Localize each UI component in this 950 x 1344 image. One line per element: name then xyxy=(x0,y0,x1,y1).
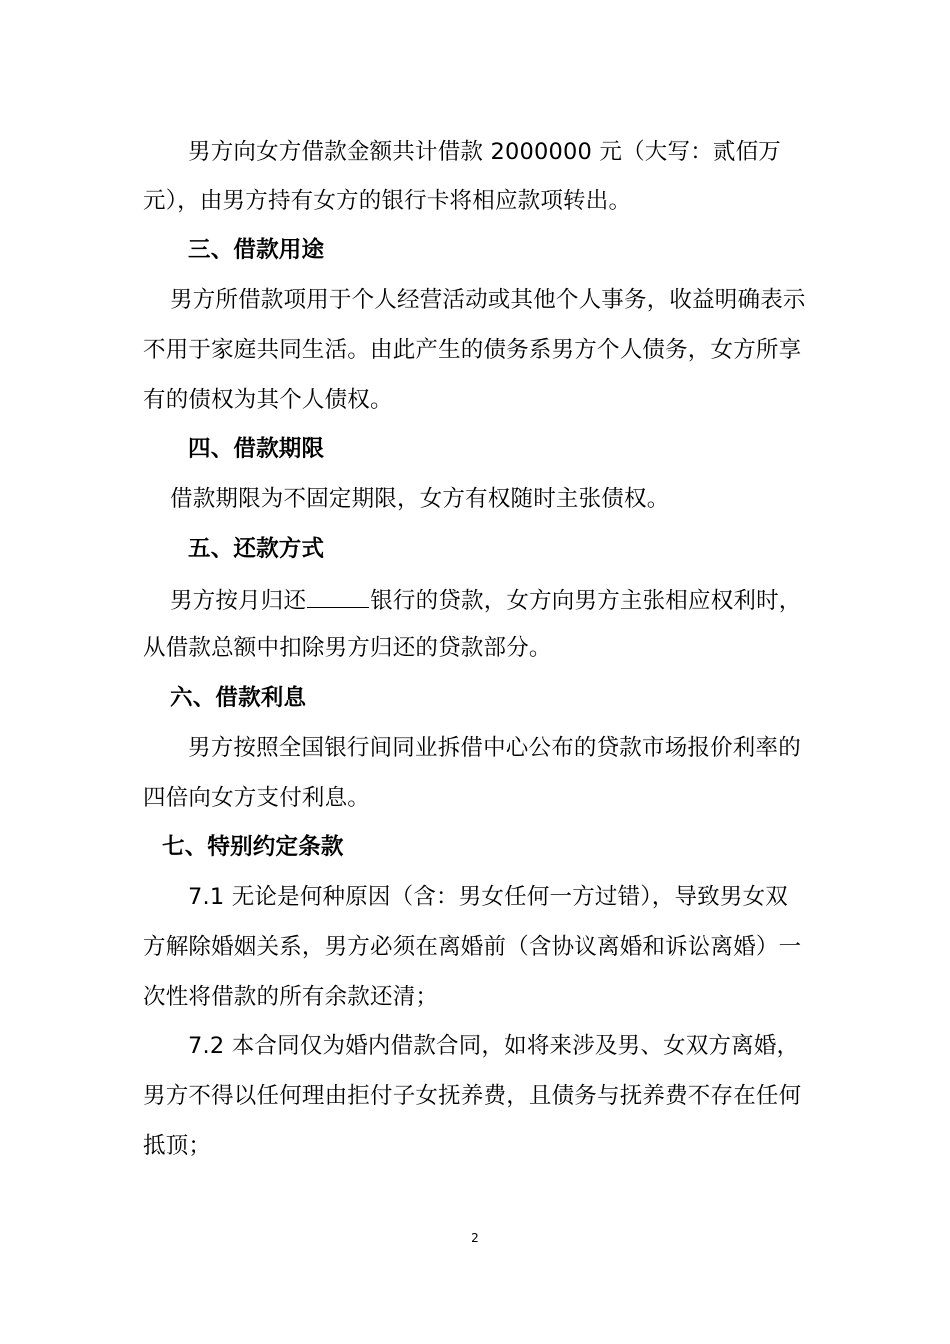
paragraph-purpose-line-3: 有的债权为其个人债权。 xyxy=(143,387,393,413)
section-heading-term: 四、借款期限 xyxy=(188,436,325,462)
section-heading-special-terms: 七、特别约定条款 xyxy=(162,834,344,860)
clause-7-2-line-2: 男方不得以任何理由拒付子女抚养费，且债务与抚养费不存在任何 xyxy=(143,1083,802,1109)
clause-7-1-line-3: 次性将借款的所有余款还清； xyxy=(143,984,439,1010)
paragraph-loan-amount-line-2: 元），由男方持有女方的银行卡将相应款项转出。 xyxy=(143,188,632,214)
paragraph-term-line-1: 借款期限为不固定期限，女方有权随时主张债权。 xyxy=(170,486,670,512)
clause-7-1-line-2: 方解除婚姻关系，男方必须在离婚前（含协议离婚和诉讼离婚）一 xyxy=(143,934,802,960)
section-heading-purpose: 三、借款用途 xyxy=(188,237,325,263)
fill-in-blank-bank xyxy=(307,583,369,608)
paragraph-loan-amount-line-1: 男方向女方借款金额共计借款 2000000 元（大写：贰佰万 xyxy=(188,139,782,165)
clause-7-1-line-1: 7.1 无论是何种原因（含：男女任何一方过错），导致男女双 xyxy=(188,884,788,910)
paragraph-interest-line-1: 男方按照全国银行间同业拆借中心公布的贷款市场报价利率的 xyxy=(188,735,801,761)
paragraph-repayment-line-1 xyxy=(170,583,802,616)
paragraph-purpose-line-2: 不用于家庭共同生活。由此产生的债务系男方个人债务，女方所享 xyxy=(143,337,802,363)
repayment-text-after-blank: 银行的贷款，女方向男方主张相应权利时， xyxy=(370,588,802,614)
section-heading-interest: 六、借款利息 xyxy=(170,685,307,711)
paragraph-repayment-line-2: 从借款总额中扣除男方归还的贷款部分。 xyxy=(143,635,552,661)
section-heading-repayment: 五、还款方式 xyxy=(188,536,325,562)
page-number: 2 xyxy=(471,1231,479,1245)
paragraph-interest-line-2: 四倍向女方支付利息。 xyxy=(143,785,371,811)
clause-7-2-line-3: 抵顶； xyxy=(143,1133,212,1159)
paragraph-purpose-line-1: 男方所借款项用于个人经营活动或其他个人事务，收益明确表示 xyxy=(170,287,806,313)
repayment-text-before-blank: 男方按月归还 xyxy=(170,588,307,614)
clause-7-2-line-1: 7.2 本合同仅为婚内借款合同，如将来涉及男、女双方离婚， xyxy=(188,1033,800,1059)
